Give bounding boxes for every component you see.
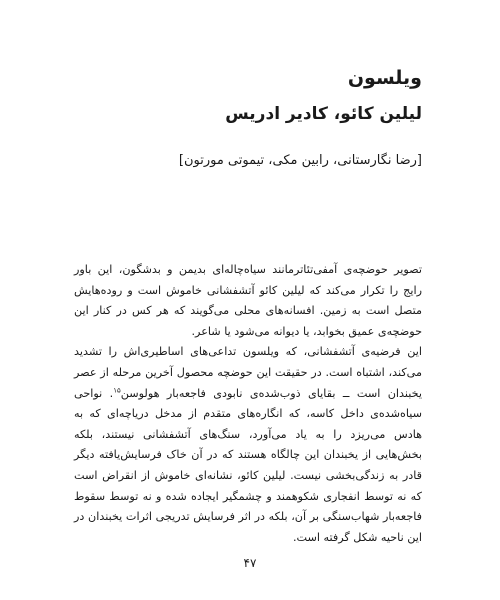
paragraph-2-part-1: این فرضیه‌ی آتشفشانی، که ویلسون تداعی‌های اساطیری‌اش را تشدید می‌کند، اشتباه است. در حقیقت این حوضچه محصول آخرین مرحله از عصر یخبندان است ــ بقایای ذوب‌شده‌ی نابودی فاجعه‌بار هولوسن — [74, 345, 422, 400]
page-number: ۴۷ — [243, 556, 257, 570]
body-text — [74, 260, 422, 548]
authors-line: [رضا نگارستانی، رابین مکی، تیموتی مورتون] — [178, 153, 422, 168]
footnote-reference[interactable]: ۱۵ — [113, 385, 121, 394]
chapter-subtitle: لیلین کائو، کادیر ادریس — [225, 104, 422, 124]
chapter-heading — [62, 64, 422, 172]
paragraph-1: تصویر حوضچه‌ی آمفی‌تئاترمانند سیاه‌چاله‌ای بدیمن و بدشگون، این باور رایج را تکرار می‌کند که لیلین کائو آتشفشانی خاموش است و روده‌هایش متصل است به زمین. افسانه‌های محلی می‌گویند که هر کس در کنار این حوضچه‌ی عمیق بخوابد، یا دیوانه می‌شود یا شاعر. — [74, 263, 422, 338]
paragraph-2 — [74, 342, 422, 548]
section-title: ویلسون — [347, 67, 422, 89]
paragraph-2-part-2: . نواحی سیاه‌شده‌ی داخل کاسه، که انگاره‌های متقدم از مدخل دریاچه‌ای که به هادس می‌ریزد را به یاد می‌آورد، سنگ‌های آتشفشانی نیستند، بلکه بخش‌هایی از یخبندان این چالگاه هستند که در آن خاک فرسایش‌یافته دیگر قادر به زندگی‌بخشی نیست. لیلین کائو، نشانه‌ای خاموش از انقراض است که نه توسط انفجاری شکوهمند و چشمگیر ایجاده شده و نه توسط سقوط فاجعه‌بار شهاب‌سنگی بر آن، بلکه در اثر فرسایش تدریجی اثرات یخبندان در این ناحیه شکل گرفته است. — [74, 386, 422, 544]
